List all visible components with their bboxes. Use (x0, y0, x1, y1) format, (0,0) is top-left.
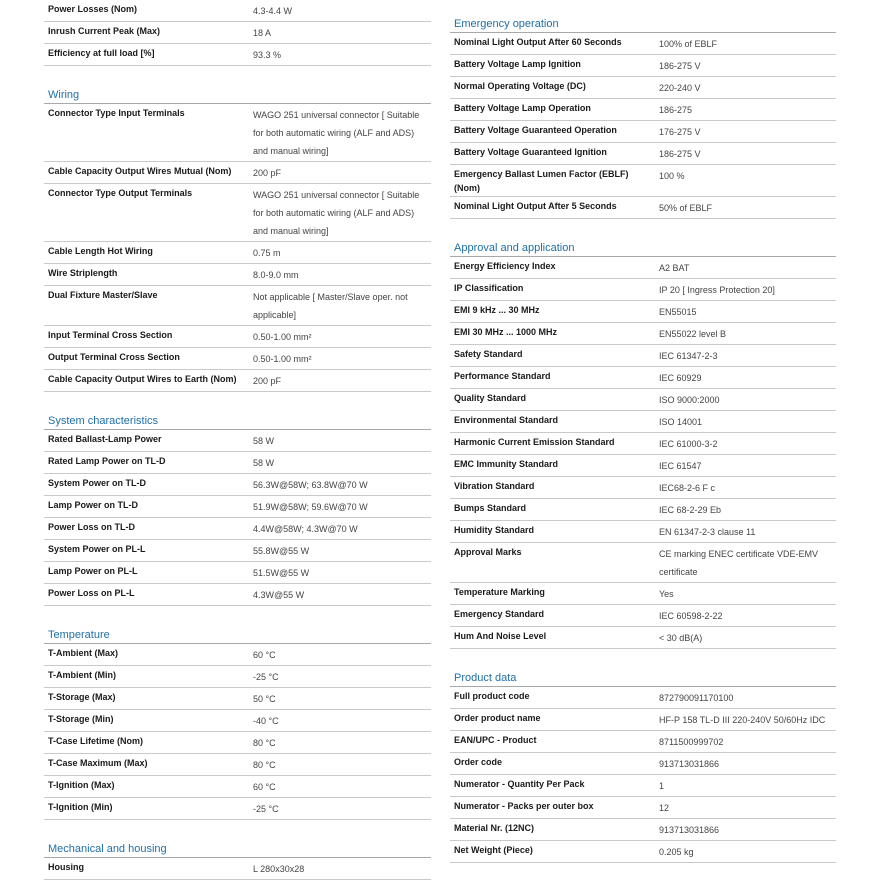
row-value: 100 % (659, 171, 685, 181)
row-label: EMI 9 kHz ... 30 MHz (454, 305, 540, 315)
row-label: Housing (48, 862, 84, 872)
table-row (44, 732, 431, 754)
temperature-table (44, 644, 431, 820)
row-value: ISO 9000:2000 (659, 395, 720, 405)
row-value: < 30 dB(A) (659, 633, 703, 643)
row-value: 50 °C (253, 694, 276, 704)
table-row (44, 326, 431, 348)
product-heading: Product data (450, 666, 836, 687)
table-row (450, 455, 836, 477)
row-value: 56.3W@58W; 63.8W@70 W (253, 480, 368, 490)
mechanical-heading: Mechanical and housing (44, 837, 431, 858)
table-row (44, 754, 431, 776)
row-value: EN55022 level B (659, 329, 727, 339)
row-value: 80 °C (253, 760, 276, 770)
table-row (450, 143, 836, 165)
row-label: Power Loss on PL-L (48, 588, 135, 598)
row-value: 58 W (253, 436, 275, 446)
row-label: Emergency Standard (454, 609, 545, 619)
row-label: Numerator - Quantity Per Pack (454, 779, 585, 789)
table-row (44, 562, 431, 584)
row-value: IEC 61547 (659, 461, 702, 471)
wiring-table (44, 104, 431, 392)
row-label: Power Losses (Nom) (48, 4, 138, 14)
row-value: 200 pF (253, 168, 282, 178)
row-label: System Power on TL-D (48, 478, 147, 488)
table-row (44, 430, 431, 452)
row-label: Battery Voltage Lamp Ignition (454, 59, 581, 69)
row-label: Nominal Light Output After 60 Seconds (454, 37, 622, 47)
row-label: T-Storage (Min) (48, 714, 114, 724)
table-row (450, 165, 836, 197)
row-label: Environmental Standard (454, 415, 559, 425)
row-label: Cable Capacity Output Wires to Earth (Nom) (48, 374, 237, 384)
table-row (44, 104, 431, 162)
power-table (44, 0, 431, 66)
row-value: 93.3 % (253, 50, 282, 60)
row-label: IP Classification (454, 283, 524, 293)
row-value: 8.0-9.0 mm (253, 270, 299, 280)
row-label: Rated Lamp Power on TL-D (48, 456, 166, 466)
row-label: System Power on PL-L (48, 544, 146, 554)
row-label: EMI 30 MHz ... 1000 MHz (454, 327, 558, 337)
row-label: Battery Voltage Guaranteed Ignition (454, 147, 607, 157)
row-value: -25 °C (253, 804, 279, 814)
table-row (44, 474, 431, 496)
table-row (44, 264, 431, 286)
table-row (450, 627, 836, 649)
table-row (450, 197, 836, 219)
row-label: T-Ambient (Min) (48, 670, 116, 680)
table-row (450, 521, 836, 543)
row-value: 0.50-1.00 mm² (253, 332, 312, 342)
row-label: Cable Capacity Output Wires Mutual (Nom) (48, 166, 232, 176)
row-label: Performance Standard (454, 371, 551, 381)
table-row (450, 55, 836, 77)
table-row (44, 644, 431, 666)
row-label: Battery Voltage Lamp Operation (454, 103, 591, 113)
row-value: 4.3-4.4 W (253, 6, 293, 16)
row-value: 51.9W@58W; 59.6W@70 W (253, 502, 368, 512)
row-label: Safety Standard (454, 349, 523, 359)
row-value: IEC 60929 (659, 373, 702, 383)
row-label: Humidity Standard (454, 525, 535, 535)
row-value: -25 °C (253, 672, 279, 682)
row-label: Net Weight (Piece) (454, 845, 533, 855)
system-heading: System characteristics (44, 409, 431, 430)
row-label: Output Terminal Cross Section (48, 352, 180, 362)
table-row (44, 22, 431, 44)
emergency-heading: Emergency operation (450, 0, 836, 33)
row-value: IEC 60598-2-22 (659, 611, 723, 621)
left-column (44, 0, 431, 880)
row-label: Connector Type Input Terminals (48, 108, 185, 118)
row-label: Order code (454, 757, 503, 767)
row-value: 913713031866 (659, 825, 720, 835)
row-value: ISO 14001 (659, 417, 703, 427)
row-value: -40 °C (253, 716, 279, 726)
row-value: 18 A (253, 28, 272, 38)
row-value: 872790091170100 (659, 693, 734, 703)
table-row (450, 301, 836, 323)
right-column (450, 0, 836, 863)
table-row (450, 731, 836, 753)
row-label: Lamp Power on TL-D (48, 500, 138, 510)
row-label: Material Nr. (12NC) (454, 823, 535, 833)
table-row (450, 279, 836, 301)
row-label: Rated Ballast-Lamp Power (48, 434, 162, 444)
row-label: Power Loss on TL-D (48, 522, 136, 532)
table-row (44, 348, 431, 370)
row-label: Quality Standard (454, 393, 527, 403)
row-value: HF-P 158 TL-D III 220-240V 50/60Hz IDC (659, 715, 826, 725)
row-value: 4.3W@55 W (253, 590, 305, 600)
row-label: Wire Striplength (48, 268, 118, 278)
table-row (44, 242, 431, 264)
table-row (44, 688, 431, 710)
row-value: EN55015 (659, 307, 697, 317)
table-row (450, 775, 836, 797)
table-row (450, 687, 836, 709)
row-label: Numerator - Packs per outer box (454, 801, 594, 811)
table-row (44, 496, 431, 518)
row-label: T-Case Maximum (Max) (48, 758, 148, 768)
table-row (44, 452, 431, 474)
table-row (450, 33, 836, 55)
table-row (44, 184, 431, 242)
table-row (44, 518, 431, 540)
row-label: EMC Immunity Standard (454, 459, 559, 469)
row-value: IEC 68-2-29 Eb (659, 505, 722, 515)
table-row (450, 323, 836, 345)
table-row (450, 345, 836, 367)
row-value: Not applicable [ Master/Slave oper. not applicable] (253, 292, 408, 320)
row-label: Temperature Marking (454, 587, 545, 597)
table-row (450, 433, 836, 455)
row-value: WAGO 251 universal connector [ Suitable for both automatic wiring (ALF and ADS) and manual wiring] (253, 190, 420, 236)
approval-table (450, 257, 836, 649)
row-label: Bumps Standard (454, 503, 527, 513)
table-row (44, 0, 431, 22)
table-row (44, 370, 431, 392)
approval-heading: Approval and application (450, 236, 836, 257)
row-label: Full product code (454, 691, 530, 701)
table-row (450, 583, 836, 605)
mechanical-table (44, 858, 431, 880)
table-row (450, 477, 836, 499)
row-value: 200 pF (253, 376, 282, 386)
row-value: IEC68-2-6 F c (659, 483, 716, 493)
row-label: Battery Voltage Guaranteed Operation (454, 125, 617, 135)
wiring-heading: Wiring (44, 83, 431, 104)
row-value: 186-275 V (659, 149, 701, 159)
row-value: IP 20 [ Ingress Protection 20] (659, 285, 775, 295)
temperature-heading: Temperature (44, 623, 431, 644)
row-value: EN 61347-2-3 clause 11 (659, 527, 756, 537)
table-row (450, 605, 836, 627)
table-row (450, 99, 836, 121)
table-row (44, 858, 431, 880)
row-label: Inrush Current Peak (Max) (48, 26, 161, 36)
row-label: Approval Marks (454, 547, 522, 557)
table-row (44, 776, 431, 798)
table-row (450, 499, 836, 521)
row-label: T-Storage (Max) (48, 692, 116, 702)
row-value: Yes (659, 589, 674, 599)
row-value: IEC 61000-3-2 (659, 439, 718, 449)
row-value: 60 °C (253, 782, 276, 792)
row-label: T-Ambient (Max) (48, 648, 119, 658)
row-value: WAGO 251 universal connector [ Suitable for both automatic wiring (ALF and ADS) and manual wiring] (253, 110, 420, 156)
row-label: Input Terminal Cross Section (48, 330, 173, 340)
product-table (450, 687, 836, 863)
table-row (44, 666, 431, 688)
row-value: 58 W (253, 458, 275, 468)
row-value: L 280x30x28 (253, 864, 305, 874)
row-value: 4.4W@58W; 4.3W@70 W (253, 524, 358, 534)
row-label: Normal Operating Voltage (DC) (454, 81, 586, 91)
table-row (450, 543, 836, 583)
row-label: Nominal Light Output After 5 Seconds (454, 201, 617, 211)
row-value: 913713031866 (659, 759, 720, 769)
row-label: Efficiency at full load [%] (48, 48, 155, 58)
table-row (450, 841, 836, 863)
row-value: IEC 61347-2-3 (659, 351, 718, 361)
row-value: 220-240 V (659, 83, 701, 93)
row-value: 100% of EBLF (659, 39, 718, 49)
table-row (450, 797, 836, 819)
system-table (44, 430, 431, 606)
row-value: 1 (659, 781, 665, 791)
table-row (44, 584, 431, 606)
row-value: 51.5W@55 W (253, 568, 310, 578)
table-row (450, 819, 836, 841)
table-row (450, 367, 836, 389)
row-label: Order product name (454, 713, 541, 723)
row-label: Cable Length Hot Wiring (48, 246, 153, 256)
row-value: A2 BAT (659, 263, 690, 273)
row-label: EAN/UPC - Product (454, 735, 537, 745)
row-value: 50% of EBLF (659, 203, 713, 213)
emergency-table (450, 33, 836, 219)
table-row (44, 710, 431, 732)
row-value: 80 °C (253, 738, 276, 748)
row-label: Vibration Standard (454, 481, 535, 491)
row-value: 0.50-1.00 mm² (253, 354, 312, 364)
table-row (450, 709, 836, 731)
table-row (450, 257, 836, 279)
table-row (44, 798, 431, 820)
table-row (450, 77, 836, 99)
table-row (450, 121, 836, 143)
table-row (450, 389, 836, 411)
table-row (44, 44, 431, 66)
row-value: 0.205 kg (659, 847, 694, 857)
row-value: 176-275 V (659, 127, 701, 137)
row-label: Energy Efficiency Index (454, 261, 556, 271)
row-label: Dual Fixture Master/Slave (48, 290, 158, 300)
row-label: T-Ignition (Min) (48, 802, 113, 812)
row-label: Lamp Power on PL-L (48, 566, 138, 576)
row-value: 8711500999702 (659, 737, 724, 747)
row-label: Harmonic Current Emission Standard (454, 437, 615, 447)
row-label: T-Case Lifetime (Nom) (48, 736, 144, 746)
row-value: 60 °C (253, 650, 276, 660)
row-value: 55.8W@55 W (253, 546, 310, 556)
row-value: 186-275 (659, 105, 693, 115)
row-label: Emergency Ballast Lumen Factor (EBLF) (Nom) (454, 169, 629, 193)
table-row (44, 162, 431, 184)
table-row (450, 753, 836, 775)
row-value: CE marking ENEC certificate VDE-EMV certificate (659, 549, 819, 577)
row-value: 186-275 V (659, 61, 701, 71)
table-row (44, 540, 431, 562)
row-label: Connector Type Output Terminals (48, 188, 193, 198)
row-label: Hum And Noise Level (454, 631, 547, 641)
table-row (450, 411, 836, 433)
table-row (44, 286, 431, 326)
row-value: 12 (659, 803, 670, 813)
row-value: 0.75 m (253, 248, 281, 258)
row-label: T-Ignition (Max) (48, 780, 115, 790)
